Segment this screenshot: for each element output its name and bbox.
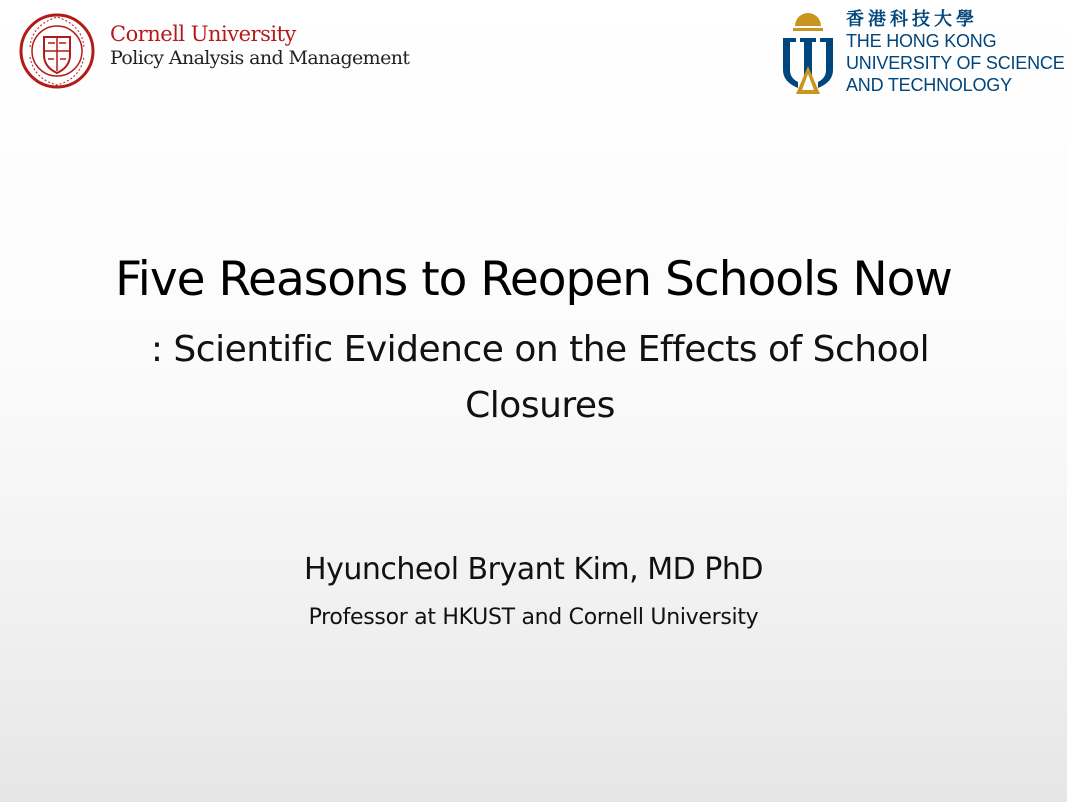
hkust-name-line-3: AND TECHNOLOGY xyxy=(846,75,1012,95)
cornell-department: Policy Analysis and Management xyxy=(110,47,410,69)
cornell-seal-icon xyxy=(18,7,96,95)
hkust-header xyxy=(780,8,1065,100)
cornell-header xyxy=(18,6,409,96)
hkust-logo-icon xyxy=(780,8,836,98)
hkust-name-line-1: THE HONG KONG xyxy=(846,31,997,51)
hkust-wordmark xyxy=(846,8,1065,96)
hkust-chinese-name: 香港科技大學 xyxy=(846,9,978,29)
cornell-university-name: Cornell University xyxy=(110,22,296,46)
slide-title: Five Reasons to Reopen Schools Now xyxy=(115,252,952,307)
hkust-name-line-2: UNIVERSITY OF SCIENCE xyxy=(846,53,1065,73)
author-name: Hyuncheol Bryant Kim, MD PhD xyxy=(304,552,763,587)
cornell-wordmark xyxy=(110,22,409,70)
author-affiliation: Professor at HKUST and Cornell University xyxy=(308,605,759,630)
slide-subtitle: : Scientific Evidence on the Effects of School Closures xyxy=(150,329,930,426)
